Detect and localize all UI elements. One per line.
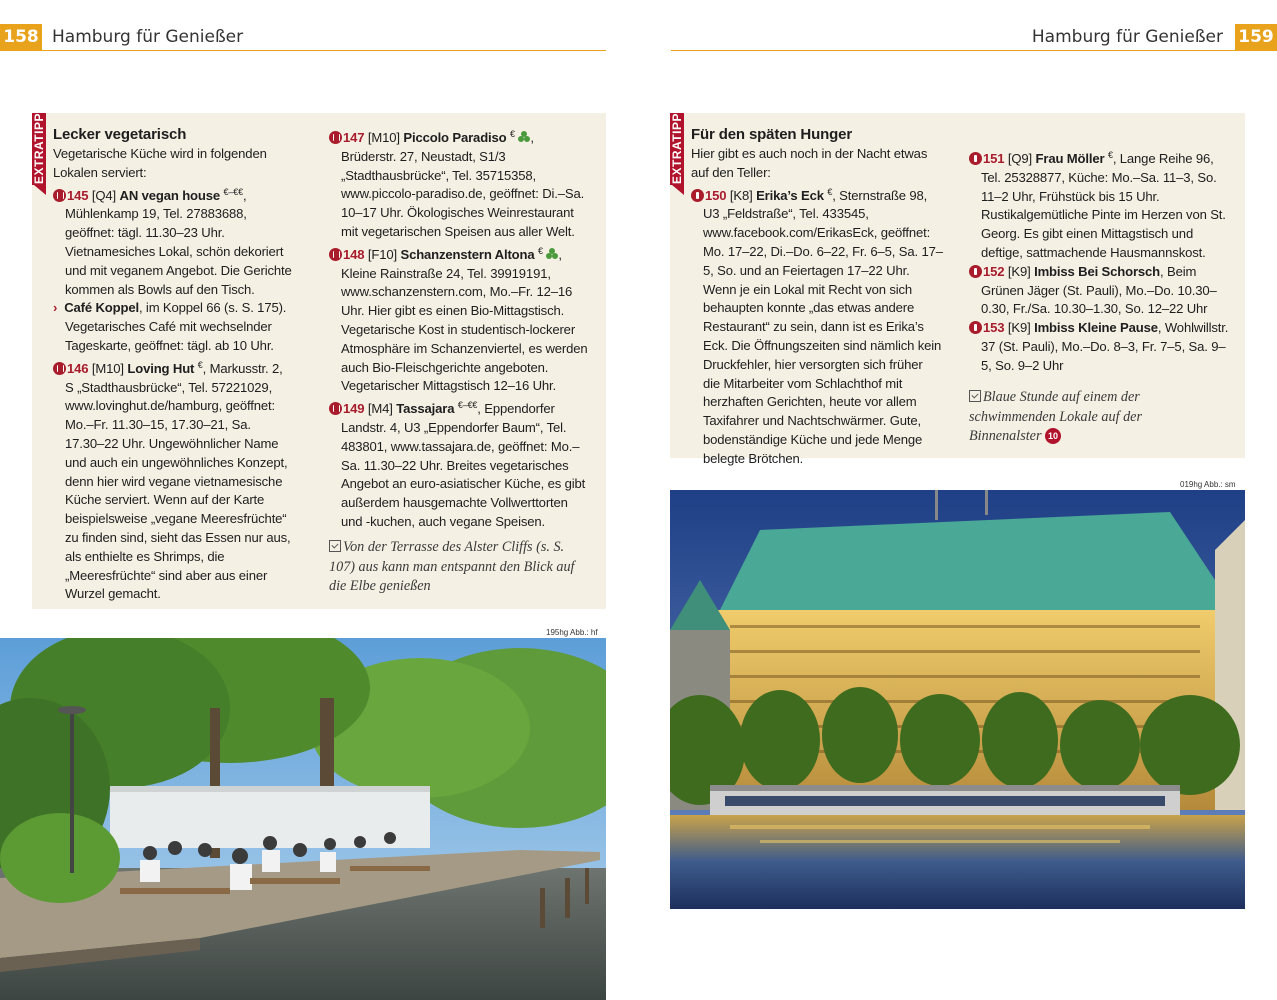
left-running-title: Hamburg für Genießer [52,27,244,47]
alster-terrace-photo [0,638,606,1000]
left-column-2 [329,125,591,532]
left-column-1 [53,125,293,604]
binnenalster-dusk-photo [670,490,1245,909]
left-photo-credit: 195hg Abb.: hf [546,628,598,637]
left-page-number: 158 [0,24,42,50]
right-header-rule [671,50,1277,51]
tip-check-icon [329,540,341,552]
late-night-marker-icon [969,152,982,165]
right-extratipp-flag [672,185,684,195]
restaurant-marker-icon [329,248,342,261]
left-intro: Vegetarische Küche wird in folgenden Lokalen serviert: [53,146,267,180]
right-column-1 [691,125,943,469]
right-photo-credit: 019hg Abb.: sm [1180,480,1236,489]
crossref-arrow-icon: › [53,300,58,316]
entry-151: 151 [Q9] Frau Möller €, Lange Reihe 96, Tel. 25328877, Küche: Mo.–Sa. 11–3, So. 11–2 Uhr, Frühstück bis 15 Uhr. Rustikalgemütliche Pinte im Herzen von St. Georg. Es gibt einen Mittagstisch und deftige, sattmachende Hausmannskost. [969,146,1231,263]
organic-clover-icon [546,248,558,260]
restaurant-marker-icon [329,402,342,415]
left-header-rule [0,50,606,51]
right-box-title: Für den späten Hunger [691,126,853,143]
late-night-marker-icon [969,321,982,334]
entry-145: 145 [Q4] AN vegan house €–€€, Mühlenkamp 19, Tel. 27883688, geöffnet: tägl. 11.30–23 Uhr. Vietnamesiches Lokal, schön dekoriert und mit veganem Angebot. Die Gerichte kommen als Bowls auf den Tisch. [53,183,293,300]
map-badge: 10 [1045,428,1061,444]
restaurant-marker-icon [53,189,66,202]
entry-cafe-koppel: › Café Koppel, im Koppel 66 (s. S. 175). Vegetarisches Café mit wechselnder Tageskarte, geöffnet: tägl. ab 10 Uhr. [53,300,287,353]
right-intro: Hier gibt es auch noch in der Nacht etwas auf den Teller: [691,146,928,180]
left-tip: Von der Terrasse des Alster Cliffs (s. S. 107) aus kann man entspannt den Blick auf die Elbe genießen [329,539,575,594]
tip-check-icon [969,390,981,402]
late-night-marker-icon [969,265,982,278]
right-column-2 [969,146,1231,376]
organic-clover-icon [518,131,530,143]
entry-149: 149 [M4] Tassajara €–€€, Eppendorfer Landstr. 4, U3 „Eppendorfer Baum“, Tel. 483801, www.tassajara.de, geöffnet: Mo.–Sa. 11.30–22 Uhr. Breites vegetarisches Angebot an euro-asiatischer Küche, es gibt außerdem hausgemachte Vollwerttorten und -kuchen, auch vegane Speisen. [329,396,591,532]
entry-148: 148 [F10] Schanzenstern Altona € , Kleine Rainstraße 24, Tel. 39919191, www.schanzenstern.com, Mo.–Fr. 12–16 Uhr. Hier gibt es einen Bio-Mittagstisch. Vegetarische Kost in studentisch-lockerer Atmosphäre im Schanzenviertel, es werden auch Bio-Fleischgerichte angeboten. Vegetarischer Mittagstisch 12–16 Uhr. [329,242,591,396]
entry-152: 152 [K9] Imbiss Bei Schorsch, Beim Grünen Jäger (St. Pauli), Mo.–Do. 10.30–0.30, Fr./Sa. 10.30–1.30, So. 12–22 Uhr [969,263,1231,319]
entry-147: 147 [M10] Piccolo Paradiso € , Brüderstr. 27, Neustadt, S1/3 „Stadthausbrücke“, Tel. 35715358, www.piccolo-paradiso.de, geöffnet: Di.–Sa. 10–17 Uhr. Ökologisches Weinrestaurant mit vegetarischen Speisen aus aller Welt. [329,125,591,242]
right-tip: Blaue Stunde auf einem der schwimmenden Lokale auf der Binnenalster 10 [969,389,1142,444]
binnenalster-illustration [670,490,1245,909]
restaurant-marker-icon [329,131,342,144]
restaurant-marker-icon [53,362,66,375]
left-extratipp-flag [34,185,46,195]
right-running-title: Hamburg für Genießer [1031,27,1223,47]
left-box-title: Lecker vegetarisch [53,126,187,143]
late-night-marker-icon [691,189,704,202]
entry-153: 153 [K9] Imbiss Kleine Pause, Wohlwillstr. 37 (St. Pauli), Mo.–Do. 8–3, Fr. 7–5, Sa. 9–5, So. 9–2 Uhr [969,319,1231,375]
left-extratipp-label: EXTRATIPP [32,113,46,185]
right-page-number: 159 [1235,24,1277,50]
right-extratipp-label: EXTRATIPP [670,113,684,185]
alster-terrace-illustration [0,638,606,1000]
entry-146: 146 [M10] Loving Hut €, Markusstr. 2, S „Stadthausbrücke“, Tel. 57221029, www.lovinghut.de/hamburg, geöffnet: Mo.–Fr. 11.30–15, 17.30–21, Sa. 17.30–22 Uhr. Ungewöhnlicher Name und auch ein ungewöhnliches Konzept, denn hier wird vegane vietnamesische Küche serviert. Wenn auf der Karte beispielsweise „vegane Meeresfrüchte“ zu finden sind, sieht das Essen nur aus, als enthielte es Shrimps, die „Meeresfrüchte“ sind aber aus einer Wurzel gemacht. [53,356,293,604]
entry-150: 150 [K8] Erika’s Eck €, Sternstraße 98, U3 „Feldstraße“, Tel. 433545, www.facebook.com/ErikasEck, geöffnet: Mo. 17–22, Di.–Do. 6–22, Fr. 6–5, Sa. 17–5, So. und an Feiertagen 17–22 Uhr. Wenn je ein Lokal mit Recht von sich behaupten konnte „das etwas andere Restaurant“ zu sein, dann ist es Erika’s Eck. Die Öffnungszeiten sind nämlich kein Druckfehler, hier versorgten sich früher die Mitarbeiter vom Schlachthof mit herzhaften Gerichten, heute vor allem Taxifahrer und Nachtschwärmer. Gute, bodenständige Küche und jede Menge belegte Brötchen. [691,183,943,469]
